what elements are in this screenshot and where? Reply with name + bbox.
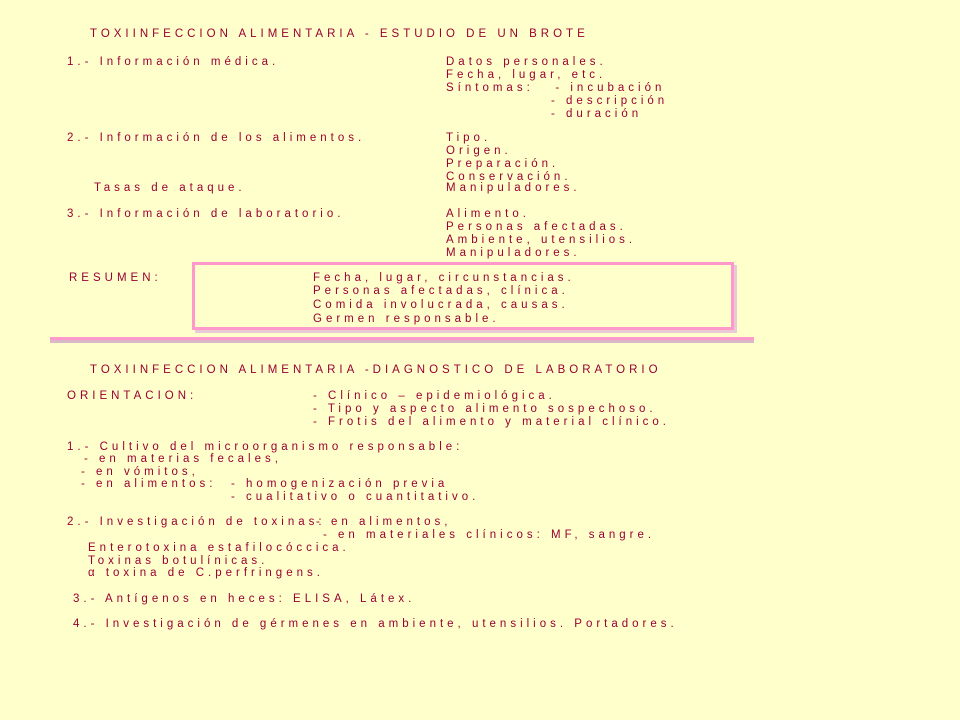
- food-sub-item: - cualitativo o cuantitativo.: [231, 491, 480, 503]
- orientation-label: ORIENTACION:: [67, 390, 198, 402]
- item1-detail: Síntomas: - incubación: [446, 82, 666, 94]
- item1-sub: - duración: [551, 108, 643, 120]
- toxin-type: Toxinas botulínicas.: [88, 555, 269, 567]
- section-divider: [50, 337, 754, 340]
- section1-title: TOXIINFECCION ALIMENTARIA - ESTUDIO DE UN BROTE: [90, 28, 589, 40]
- item2-detail: Origen.: [446, 145, 512, 157]
- section2-title: TOXIINFECCION ALIMENTARIA -DIAGNOSTICO DE LABORATORIO: [90, 364, 662, 376]
- item2-detail: Tipo.: [446, 132, 492, 144]
- toxin-type: α toxina de C.perfringens.: [88, 567, 324, 579]
- item1-detail: Datos personales.: [446, 56, 607, 68]
- summary-item: Germen responsable.: [313, 313, 500, 325]
- summary-item: Fecha, lugar, circunstancias.: [313, 272, 575, 284]
- item3-label: 3.- Información de laboratorio.: [67, 208, 345, 220]
- item3-detail: Personas afectadas.: [446, 221, 627, 233]
- item1-label: 1.- Información médica.: [67, 56, 280, 68]
- culture-item: - en materias fecales,: [84, 453, 282, 465]
- summary-item: Personas afectadas, clínica.: [313, 285, 569, 297]
- item2-label: 2.- Información de los alimentos.: [67, 132, 366, 144]
- item3-detail: Manipuladores.: [446, 247, 581, 259]
- orientation-item: - Clínico – epidemiológica.: [313, 390, 556, 402]
- toxin-in-food: - en alimentos,: [316, 516, 452, 528]
- orientation-item: - Frotis del alimento y material clínico.: [313, 416, 671, 428]
- item3-detail: Alimento.: [446, 208, 530, 220]
- toxin-title: 2.- Investigación de toxinas:: [67, 516, 326, 528]
- culture-item: - en alimentos:: [81, 478, 217, 490]
- culture-title: 1.- Cultivo del microorganismo responsable:: [67, 441, 464, 453]
- food-sub-item: - homogenización previa: [231, 478, 449, 490]
- summary-label: RESUMEN:: [69, 272, 162, 284]
- culture-item: - en vómitos,: [81, 466, 199, 478]
- item2-detail: Manipuladores.: [446, 182, 581, 194]
- item1-sub: - descripción: [551, 95, 669, 107]
- toxin-type: Enterotoxina estafilocóccica.: [88, 542, 350, 554]
- germs-line: 4.- Investigación de gérmenes en ambiente, utensilios. Portadores.: [73, 618, 678, 630]
- item3-detail: Ambiente, utensilios.: [446, 234, 637, 246]
- toxin-in-clinical: - en materiales clínicos: MF, sangre.: [323, 529, 656, 541]
- summary-item: Comida involucrada, causas.: [313, 299, 569, 311]
- item1-detail: Fecha, lugar, etc.: [446, 69, 607, 81]
- orientation-item: - Tipo y aspecto alimento sospechoso.: [313, 403, 657, 415]
- item2-detail: Conservación.: [446, 171, 572, 183]
- item2-detail: Preparación.: [446, 158, 560, 170]
- attack-rates: Tasas de ataque.: [94, 182, 246, 194]
- antigens-line: 3.- Antígenos en heces: ELISA, Látex.: [73, 593, 416, 605]
